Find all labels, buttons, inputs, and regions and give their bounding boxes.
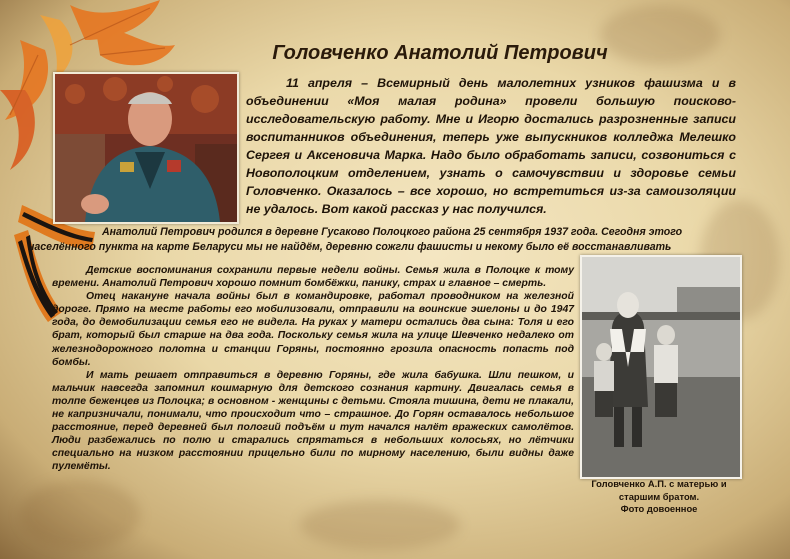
intro-paragraph: 11 апреля – Всемирный день малолетних узников фашизма и в объединении «Моя малая родина» провели большую поисково-исследовательскую работу. Мне и Игорю достались разрозненные записи воспитанников объединения, теперь уже выпускников колледжа Мелешко Сергея и Аксеновича Марка. Надо было обработать записи, созвониться с Новополоцким отделением, узнать о самочувствии и здоровье семьи Головченко. Оказалось – все хорошо, но встретиться из-за самоизоляции не удалось. Вот какой рассказ у нас получился. bbox=[246, 76, 736, 216]
photo-caption bbox=[578, 478, 740, 516]
portrait-photo bbox=[53, 72, 239, 224]
caption-line: Головченко А.П. с матерью и bbox=[591, 478, 727, 489]
story-paragraph: И мать решает отправиться в деревню Горяны, где жила бабушка. Шли пешком, и мальчик навсегда запомнил кошмарную для детского сознания картину. Двигалась семья в толпе беженцев из Полоцка; в основном - женщины с детьми. Стояла тишина, дети не плакали, не капризничали, понимали, что происходит что – страшное. До Горян оставалось небольшое расстояние, перед деревней был пологий подъём и тут начался налёт вражеских самолётов. Люди разбежались по полю и старались спрятаться в небольших колосьях, но лётчики специально на низком расстоянии прицельно били по мирному населению, были видны даже пулемёты. bbox=[52, 369, 574, 473]
birth-paragraph: Анатолий Петрович родился в деревне Гусаково Полоцкого района 25 сентября 1937 года. Сегодня этого населённого пункта на карте Беларуси мы не найдём, деревню сожгли фашисты и некому было её восстанавливать bbox=[28, 226, 683, 253]
story-text bbox=[52, 264, 574, 474]
story-paragraph: Детские воспоминания сохранили первые недели войны. Семья жила в Полоцке к тому времени. Анатолий Петрович хорошо помнит бомбёжки, панику, страх и главное – смерть. bbox=[52, 265, 574, 290]
caption-line: старшим братом. bbox=[618, 490, 700, 502]
prewar-family-image bbox=[582, 257, 740, 477]
story-paragraph: Отец накануне начала войны был в командировке, работал проводником на железной дороге. Прямо на месте работы его мобилизовали, отправили на воинские эшелоны и до 1947 года, до демобилизации семья его не видела. На руках у матери остались два сына: Толя и его брат, который был старше на два года. Поскольку семья жила на улице Шевченко недалеко от железнодорожного полотна и станции Горяны, постоянно грозила опасность попасть под бомбы. bbox=[52, 291, 574, 368]
page-title: Головченко Анатолий Петрович bbox=[272, 42, 608, 64]
caption-line: Фото довоенное bbox=[620, 503, 698, 514]
family-photo bbox=[580, 255, 742, 479]
veteran-portrait-image bbox=[55, 74, 237, 222]
